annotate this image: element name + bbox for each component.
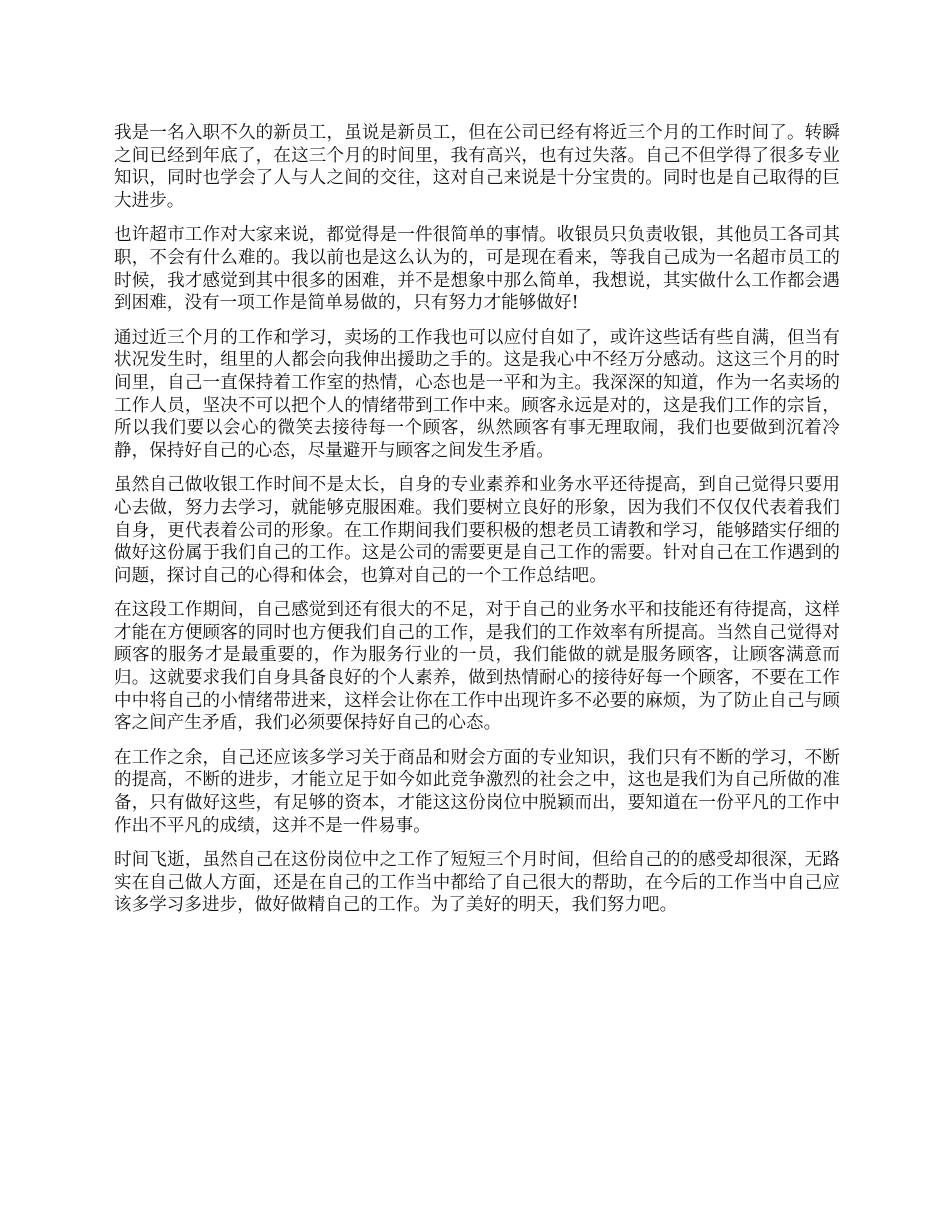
paragraph-1: 我是一名入职不久的新员工，虽说是新员工，但在公司已经有将近三个月的工作时间了。转瞬之间已经到年底了，在这三个月的时间里，我有高兴，也有过失落。自己不但学得了很多专业知识，同时也学会了人与人之间的交往，这对自己来说是十分宝贵的。同时也是自己取得的巨大进步。 <box>114 123 840 211</box>
paragraph-6: 在工作之余，自己还应该多学习关于商品和财会方面的专业知识，我们只有不断的学习，不断的提高，不断的进步，才能立足于如今如此竞争激烈的社会之中，这也是我们为自己所做的准备，只有做好这些，有足够的资本，才能这这份岗位中脱颖而出，要知道在一份平凡的工作中作出不平凡的成绩，这并不是一件易事。 <box>114 747 840 836</box>
paragraph-2: 也许超市工作对大家来说，都觉得是一件很简单的事情。收银员只负责收银，其他员工各司其职，不会有什么难的。我以前也是这么认为的，可是现在看来，等我自己成为一名超市员工的时候，我才感觉到其中很多的困难，并不是想象中那么简单，我想说，其实做什么工作都会遇到困难，没有一项工作是简单易做的，只有努力才能够做好! <box>114 225 840 314</box>
paragraph-3: 通过近三个月的工作和学习，卖场的工作我也可以应付自如了，或许这些话有些自满，但当有状况发生时，组里的人都会向我伸出援助之手的。这是我心中不经万分感动。这这三个月的时间里，自己一直保持着工作室的热情，心态也是一平和为主。我深深的知道，作为一名卖场的工作人员，坚决不可以把个人的情绪带到工作中来。顾客永远是对的，这是我们工作的宗旨，所以我们要以会心的微笑去接待每一个顾客，纵然顾客有事无理取闹，我们也要做到沉着冷静，保持好自己的心态，尽量避开与顾客之间发生矛盾。 <box>114 327 840 461</box>
document-body <box>114 122 840 929</box>
paragraph-5: 在这段工作期间，自己感觉到还有很大的不足，对于自己的业务水平和技能还有待提高，这样才能在方便顾客的同时也方便我们自己的工作，是我们的工作效率有所提高。当然自己觉得对顾客的服务才是最重要的，作为服务行业的一员，我们能做的就是服务顾客，让顾客满意而归。这就要求我们自身具备良好的个人素养，做到热情耐心的接待好每一个顾客，不要在工作中中将自己的小情绪带进来，这样会让你在工作中出现许多不必要的麻烦，为了防止自己与顾客之间产生矛盾，我们必须要保持好自己的心态。 <box>114 600 840 734</box>
paragraph-7: 时间飞逝，虽然自己在这份岗位中之工作了短短三个月时间，但给自己的的感受却很深，无路实在自己做人方面，还是在自己的工作当中都给了自己很大的帮助，在今后的工作当中自己应该多学习多进步，做好做精自己的工作。为了美好的明天，我们努力吧。 <box>114 850 840 916</box>
paragraph-4: 虽然自己做收银工作时间不是太长，自身的专业素养和业务水平还待提高，到自己觉得只要用心去做，努力去学习，就能够克服困难。我们要树立良好的形象，因为我们不仅仅代表着我们自身，更代表着公司的形象。在工作期间我们要积极的想老员工请教和学习，能够踏实仔细的做好这份属于我们自己的工作。这是公司的需要更是自己工作的需要。针对自己在工作遇到的问题，探讨自己的心得和体会，也算对自己的一个工作总结吧。 <box>114 475 840 586</box>
